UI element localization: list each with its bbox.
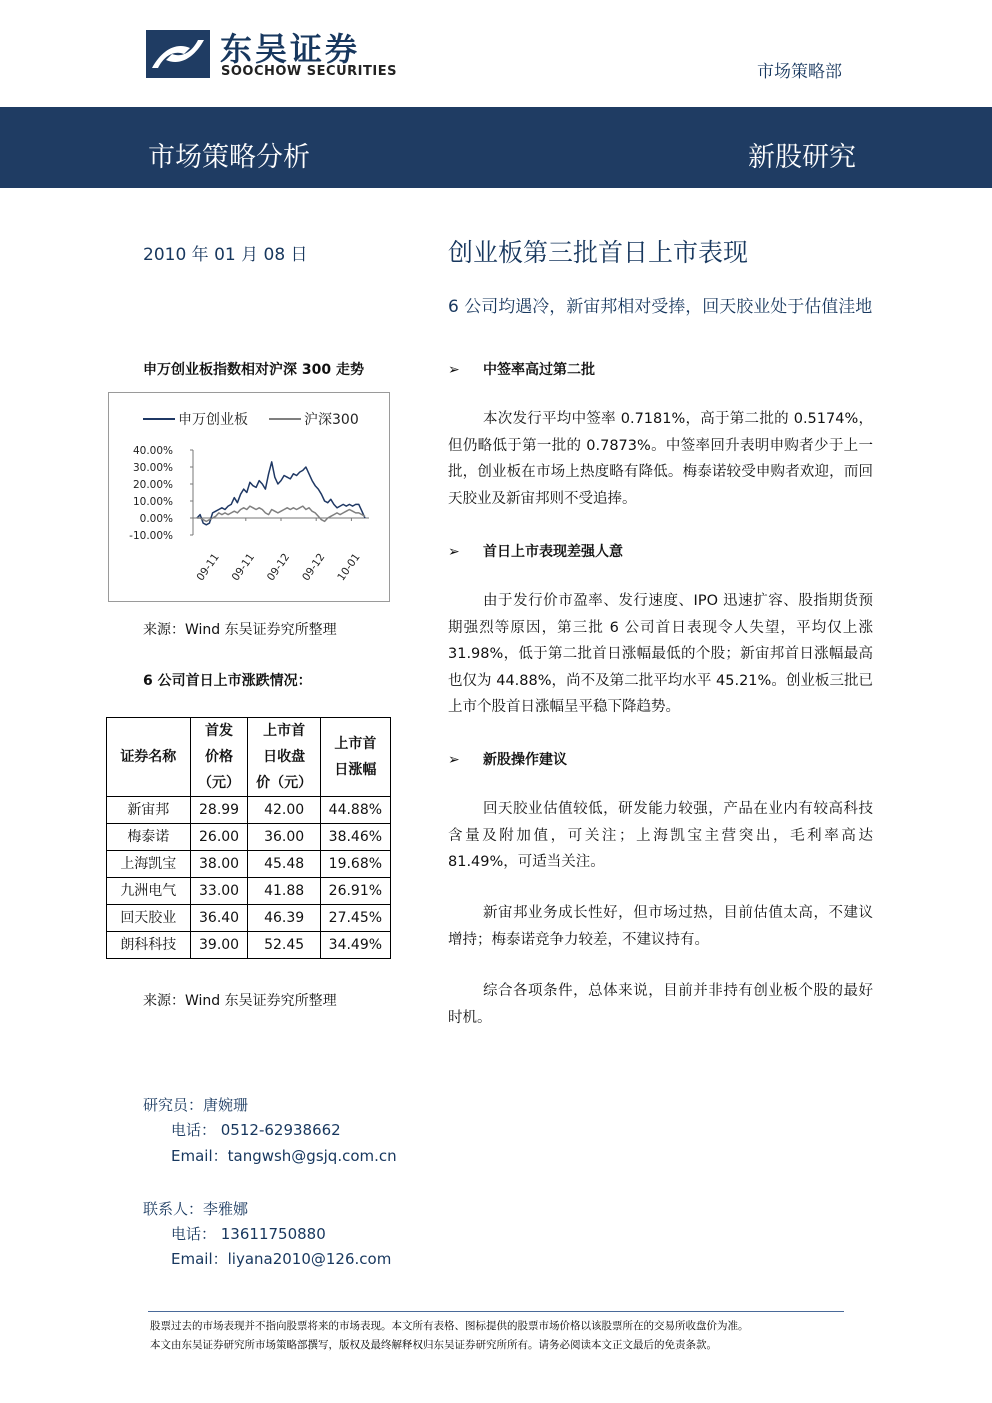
header-line: 日收盘 xyxy=(263,749,306,765)
cell-ipo-price: 33.00 xyxy=(190,878,248,905)
cell-name: 九洲电气 xyxy=(107,878,191,905)
section-heading-text: 中签率高过第二批 xyxy=(483,362,595,378)
x-tick-label: 09-12 xyxy=(300,551,328,584)
cell-name: 上海凯宝 xyxy=(107,851,191,878)
table-title: 6 公司首日上市涨跌情况： xyxy=(143,673,312,689)
cell-close-price: 45.48 xyxy=(248,851,320,878)
section-heading xyxy=(448,541,623,561)
header-line: 价格 xyxy=(205,749,234,765)
cell-close-price: 46.39 xyxy=(248,905,320,932)
header-line: 上市首 xyxy=(334,736,377,752)
arrow-bullet-icon: ➢ xyxy=(448,752,460,768)
ipo-table xyxy=(106,717,391,959)
x-tick-label: 09-11 xyxy=(194,551,222,584)
arrow-bullet-icon: ➢ xyxy=(448,544,460,560)
researcher-email[interactable]: Email：tangwsh@gsjq.com.cn xyxy=(171,1147,397,1165)
header-name xyxy=(107,718,191,797)
report-title: 创业板第三批首日上市表现 xyxy=(448,238,749,267)
x-tick-label: 09-11 xyxy=(229,551,258,584)
report-date: 2010 年 01 月 08 日 xyxy=(143,245,308,265)
legend-label: 申万创业板 xyxy=(178,412,248,428)
cell-gain: 19.68% xyxy=(320,851,390,878)
cell-gain: 44.88% xyxy=(320,797,390,824)
cell-ipo-price: 36.40 xyxy=(190,905,248,932)
researcher-name: 研究员：唐婉珊 xyxy=(143,1096,249,1114)
y-tick-label: 40.00% xyxy=(132,445,173,457)
header-line: 日涨幅 xyxy=(334,762,377,778)
report-subtitle: 6 公司均遇冷，新宙邦相对受捧，回天胶业处于估值洼地 xyxy=(448,297,873,317)
section-heading-text: 新股操作建议 xyxy=(483,752,567,768)
logo-english: SOOCHOW SECURITIES xyxy=(221,64,397,79)
table-row xyxy=(107,932,391,959)
section-heading xyxy=(448,749,567,769)
footer-disclaimer-1: 股票过去的市场表现并不指向股票将来的市场表现。本文所有表格、图标提供的股票市场价格以该股票所在的交易所收盘价为准。 xyxy=(150,1320,749,1332)
cell-name: 回天胶业 xyxy=(107,905,191,932)
header-close-price xyxy=(248,718,320,797)
x-tick-label: 09-12 xyxy=(264,551,293,584)
cell-name: 朗科科技 xyxy=(107,932,191,959)
section-heading-text: 首日上市表现差强人意 xyxy=(483,544,623,560)
legend-label: 沪深300 xyxy=(304,412,359,428)
researcher-phone: 电话： 0512-62938662 xyxy=(171,1121,341,1139)
cell-gain: 38.46% xyxy=(320,824,390,851)
footer-divider xyxy=(148,1311,844,1312)
cell-name: 梅泰诺 xyxy=(107,824,191,851)
header-line: 首发 xyxy=(205,723,234,739)
cell-gain: 26.91% xyxy=(320,878,390,905)
section-heading xyxy=(448,359,595,379)
cell-close-price: 41.88 xyxy=(248,878,320,905)
table-row xyxy=(107,824,391,851)
banner-topic: 新股研究 xyxy=(748,142,856,173)
series-line xyxy=(197,462,365,525)
paragraph: 回天胶业估值较低，研发能力较强，产品在业内有较高科技含量及附加值，可关注；上海凯宝主营突出，毛利率高达 81.49%，可适当关注。 xyxy=(448,801,873,870)
chart-source: 来源：Wind 东吴证券究所整理 xyxy=(143,622,337,638)
header-line: （元） xyxy=(198,775,241,791)
contact-name: 联系人：李雅娜 xyxy=(143,1200,249,1218)
table-row xyxy=(107,797,391,824)
cell-ipo-price: 39.00 xyxy=(190,932,248,959)
x-tick-label: 10-01 xyxy=(335,551,363,584)
table-row xyxy=(107,851,391,878)
y-tick-label: -10.00% xyxy=(129,530,173,542)
table-row xyxy=(107,878,391,905)
header-line: 上市首 xyxy=(263,723,306,739)
header-ipo-price xyxy=(190,718,248,797)
y-tick-label: 30.00% xyxy=(132,462,173,474)
y-tick-label: 0.00% xyxy=(139,513,173,525)
cell-ipo-price: 26.00 xyxy=(190,824,248,851)
section-body xyxy=(448,978,873,1031)
footer-disclaimer-2: 本文由东吴证券研究所市场策略部撰写，版权及最终解释权归东吴证券研究所所有。请务必阅读本文正文最后的免责条款。 xyxy=(150,1339,717,1351)
cell-ipo-price: 28.99 xyxy=(190,797,248,824)
chart-frame xyxy=(108,392,390,602)
chart-title: 申万创业板指数相对沪深 300 走势 xyxy=(143,362,364,378)
table-row xyxy=(107,905,391,932)
cell-name: 新宙邦 xyxy=(107,797,191,824)
header-line: 价（元） xyxy=(256,775,313,791)
table-header-row xyxy=(107,718,391,797)
cell-close-price: 52.45 xyxy=(248,932,320,959)
logo-icon xyxy=(146,30,210,78)
department-label: 市场策略部 xyxy=(757,62,842,82)
logo-chinese: 东吴证券 xyxy=(220,30,361,68)
header-line: 证券名称 xyxy=(120,749,177,765)
contact-email[interactable]: Email：liyana2010@126.com xyxy=(171,1250,392,1268)
header-gain xyxy=(320,718,390,797)
cell-ipo-price: 38.00 xyxy=(190,851,248,878)
paragraph: 由于发行价市盈率、发行速度、IPO 迅速扩容、股指期货预期强烈等原因，第三批 6 公司首日表现令人失望，平均仅上涨 31.98%，低于第二批首日涨幅最低的个股；新宙邦首日涨幅最高也仅为 44.88%，尚不及第二批平均水平 45.21%。创业板三批已上市个股首日涨幅呈平稳下降趋势。 xyxy=(448,593,873,715)
cell-gain: 27.45% xyxy=(320,905,390,932)
paragraph: 新宙邦业务成长性好，但市场过热，目前估值太高，不建议增持；梅泰诺竞争力较差，不建议持有。 xyxy=(448,905,873,948)
banner-category: 市场策略分析 xyxy=(148,142,310,173)
cell-close-price: 42.00 xyxy=(248,797,320,824)
contact-phone: 电话： 13611750880 xyxy=(171,1225,326,1243)
index-chart xyxy=(109,393,389,601)
section-body xyxy=(448,588,873,721)
section-body xyxy=(448,900,873,953)
paragraph: 综合各项条件，总体来说，目前并非持有创业板个股的最好时机。 xyxy=(448,983,873,1026)
cell-close-price: 36.00 xyxy=(248,824,320,851)
y-tick-label: 10.00% xyxy=(132,496,173,508)
cell-gain: 34.49% xyxy=(320,932,390,959)
section-body xyxy=(448,406,873,512)
y-tick-label: 20.00% xyxy=(132,479,173,491)
table-source: 来源：Wind 东吴证券究所整理 xyxy=(143,993,337,1009)
section-body xyxy=(448,796,873,876)
arrow-bullet-icon: ➢ xyxy=(448,362,460,378)
paragraph: 本次发行平均中签率 0.7181%，高于第二批的 0.5174%，但仍略低于第一批的 0.7873%。中签率回升表明申购者少于上一批，创业板在市场上热度略有降低。梅泰诺较受申购者欢迎，而回天胶业及新宙邦则不受追捧。 xyxy=(448,411,873,507)
